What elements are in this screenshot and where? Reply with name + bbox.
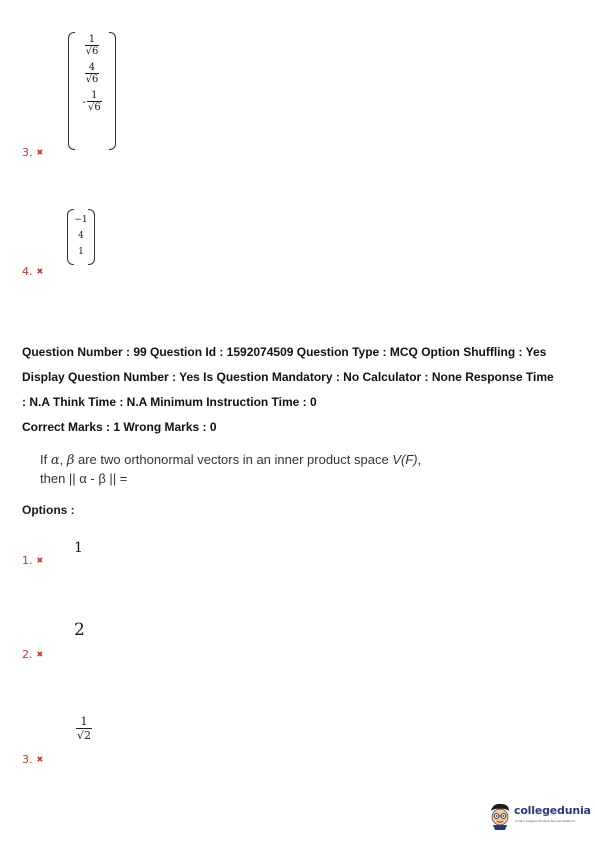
brand-logo	[488, 802, 591, 832]
prev-option-4-number: 4. ✖	[22, 265, 44, 278]
vector-entry: $\frac{1}{√6}$	[85, 34, 99, 57]
vector-entry: 4	[78, 231, 84, 241]
prev-option-3-number: 3. ✖	[22, 146, 44, 159]
prev-option-4-vector	[67, 209, 95, 265]
options-label: Options :	[22, 503, 75, 517]
option-1-value: 1	[74, 540, 83, 556]
option-2-value: 2	[74, 620, 85, 640]
question-line-1: If α, β are two orthonormal vectors in an inner product space V(F),	[40, 452, 422, 468]
question-text	[40, 451, 560, 488]
marks-line: Correct Marks : 1 Wrong Marks : 0	[22, 420, 217, 434]
vector-entry: −1	[74, 215, 88, 225]
option-3-value: $\frac{1}{√2}$	[77, 715, 92, 742]
vector-entry: 1	[78, 247, 84, 257]
brand-name: collegedunia	[514, 804, 591, 817]
wrong-mark-icon: ✖	[36, 148, 44, 157]
vector-entry: - $\frac{1}{√6}$	[82, 90, 101, 113]
option-3-number: 3. ✖	[22, 753, 44, 766]
wrong-mark-icon: ✖	[36, 650, 44, 659]
meta-line-1: Question Number : 99 Question Id : 1592074509 Question Type : MCQ Option Shuffling : Yes	[22, 345, 547, 359]
wrong-mark-icon: ✖	[36, 556, 44, 565]
wrong-mark-icon: ✖	[36, 755, 44, 764]
mascot-icon	[488, 802, 512, 830]
right-bracket	[109, 32, 116, 150]
vector-entry: $\frac{4}{√6}$	[85, 62, 99, 85]
meta-line-2: Display Question Number : Yes Is Question Mandatory : No Calculator : None Response Time	[22, 370, 554, 384]
left-bracket	[68, 32, 75, 150]
option-2-number: 2. ✖	[22, 648, 44, 661]
meta-line-3: : N.A Think Time : N.A Minimum Instruction Time : 0	[22, 395, 317, 409]
prev-option-3-vector	[68, 32, 116, 150]
question-meta	[22, 340, 582, 440]
wrong-mark-icon: ✖	[36, 267, 44, 276]
option-1-number: 1. ✖	[22, 554, 44, 567]
brand-tagline: India's Largest Student Review Platform	[515, 819, 575, 823]
question-line-2: then || α - β || =	[40, 471, 128, 486]
